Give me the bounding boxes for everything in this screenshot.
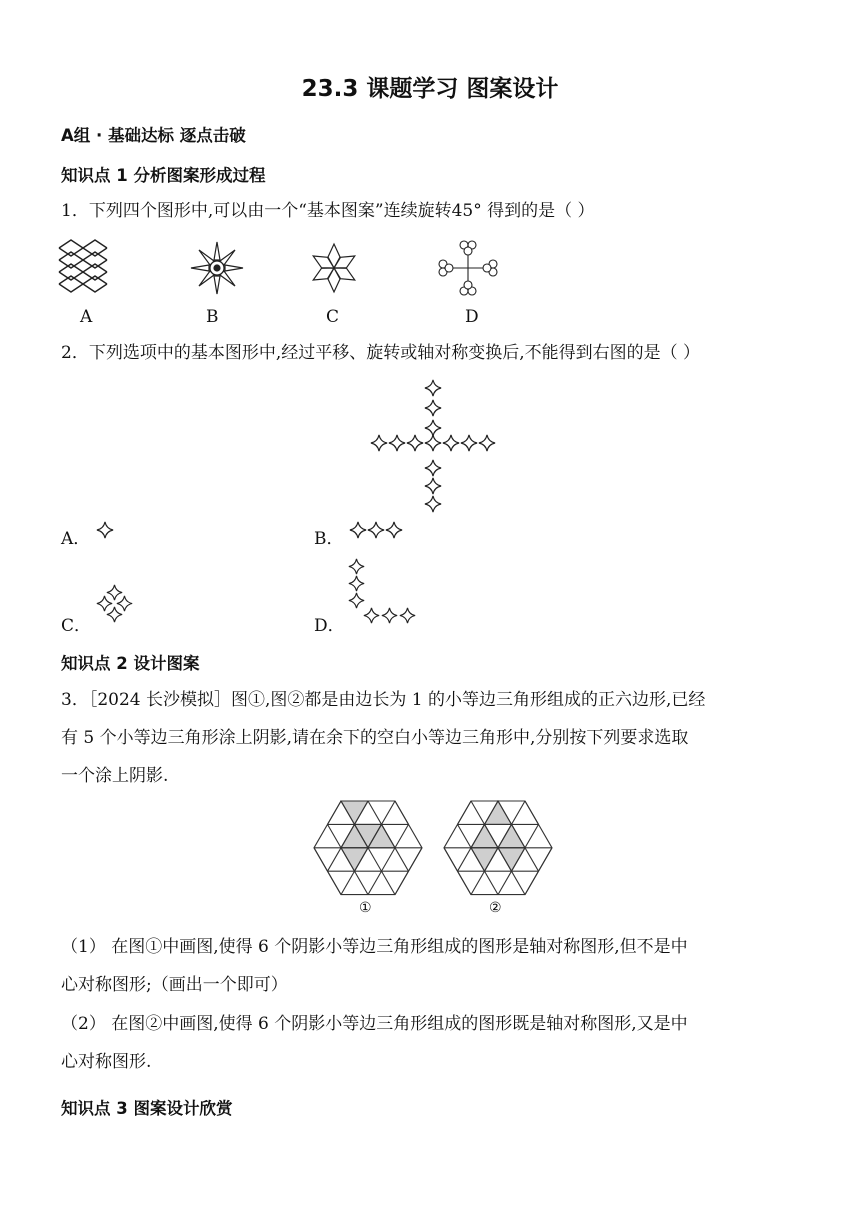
q3-hexagon-1 <box>312 798 424 898</box>
group-heading: A组 · 基础达标 逐点击破 <box>61 126 246 145</box>
q1-option-b: B <box>206 307 219 327</box>
kp1-heading: 知识点 1 分析图案形成过程 <box>61 166 266 185</box>
q2-text: 2．下列选项中的基本图形中,经过平移、旋转或轴对称变换后,不能得到右图的是（ ） <box>61 343 701 363</box>
kp2-heading: 知识点 2 设计图案 <box>61 654 200 673</box>
q2-figure-d <box>346 556 426 628</box>
kp3-heading: 知识点 3 图案设计欣赏 <box>61 1099 233 1118</box>
q3-hexagon-2 <box>442 798 554 898</box>
q2-option-d: D． <box>314 616 345 636</box>
q2-option-a: A． <box>61 529 91 549</box>
q2-figure-c <box>94 584 138 624</box>
q3-sub2-line-2: 心对称图形. <box>61 1052 152 1072</box>
q3-line-1: 3．［2024 长沙模拟］图①,图②都是由边长为 1 的小等边三角形组成的正六边形,已经 <box>61 690 706 710</box>
q1-figure-a <box>55 240 115 295</box>
q2-option-c: C． <box>61 616 92 636</box>
q3-sub1-line-1: （1） 在图①中画图,使得 6 个阴影小等边三角形组成的图形是轴对称图形,但不是中 <box>61 937 688 957</box>
q2-figure-a <box>95 520 115 540</box>
q1-figure-b <box>189 240 245 296</box>
q3-sub1-line-2: 心对称图形;（画出一个即可） <box>61 975 288 995</box>
q2-figure-b <box>348 520 408 540</box>
q1-figure-d <box>437 238 499 298</box>
q1-figure-c <box>308 242 360 294</box>
q1-text: 1．下列四个图形中,可以由一个“基本图案”连续旋转45° 得到的是（ ） <box>61 201 595 221</box>
q3-sub2-line-1: （2） 在图②中画图,使得 6 个阴影小等边三角形组成的图形既是轴对称图形,又是中 <box>61 1014 688 1034</box>
q3-figure-label-2: ② <box>489 900 502 916</box>
q1-option-a: A <box>80 307 93 327</box>
q2-option-b: B． <box>314 529 344 549</box>
q1-option-c: C <box>326 307 340 327</box>
q3-line-3: 一个涂上阴影. <box>61 766 169 786</box>
q3-line-2: 有 5 个小等边三角形涂上阴影,请在余下的空白小等边三角形中,分别按下列要求选取 <box>61 728 689 748</box>
q2-cross-figure <box>368 378 498 508</box>
q1-option-d: D <box>465 307 479 327</box>
q3-figure-label-1: ① <box>359 900 372 916</box>
page-title: 23.3 课题学习 图案设计 <box>301 76 559 102</box>
